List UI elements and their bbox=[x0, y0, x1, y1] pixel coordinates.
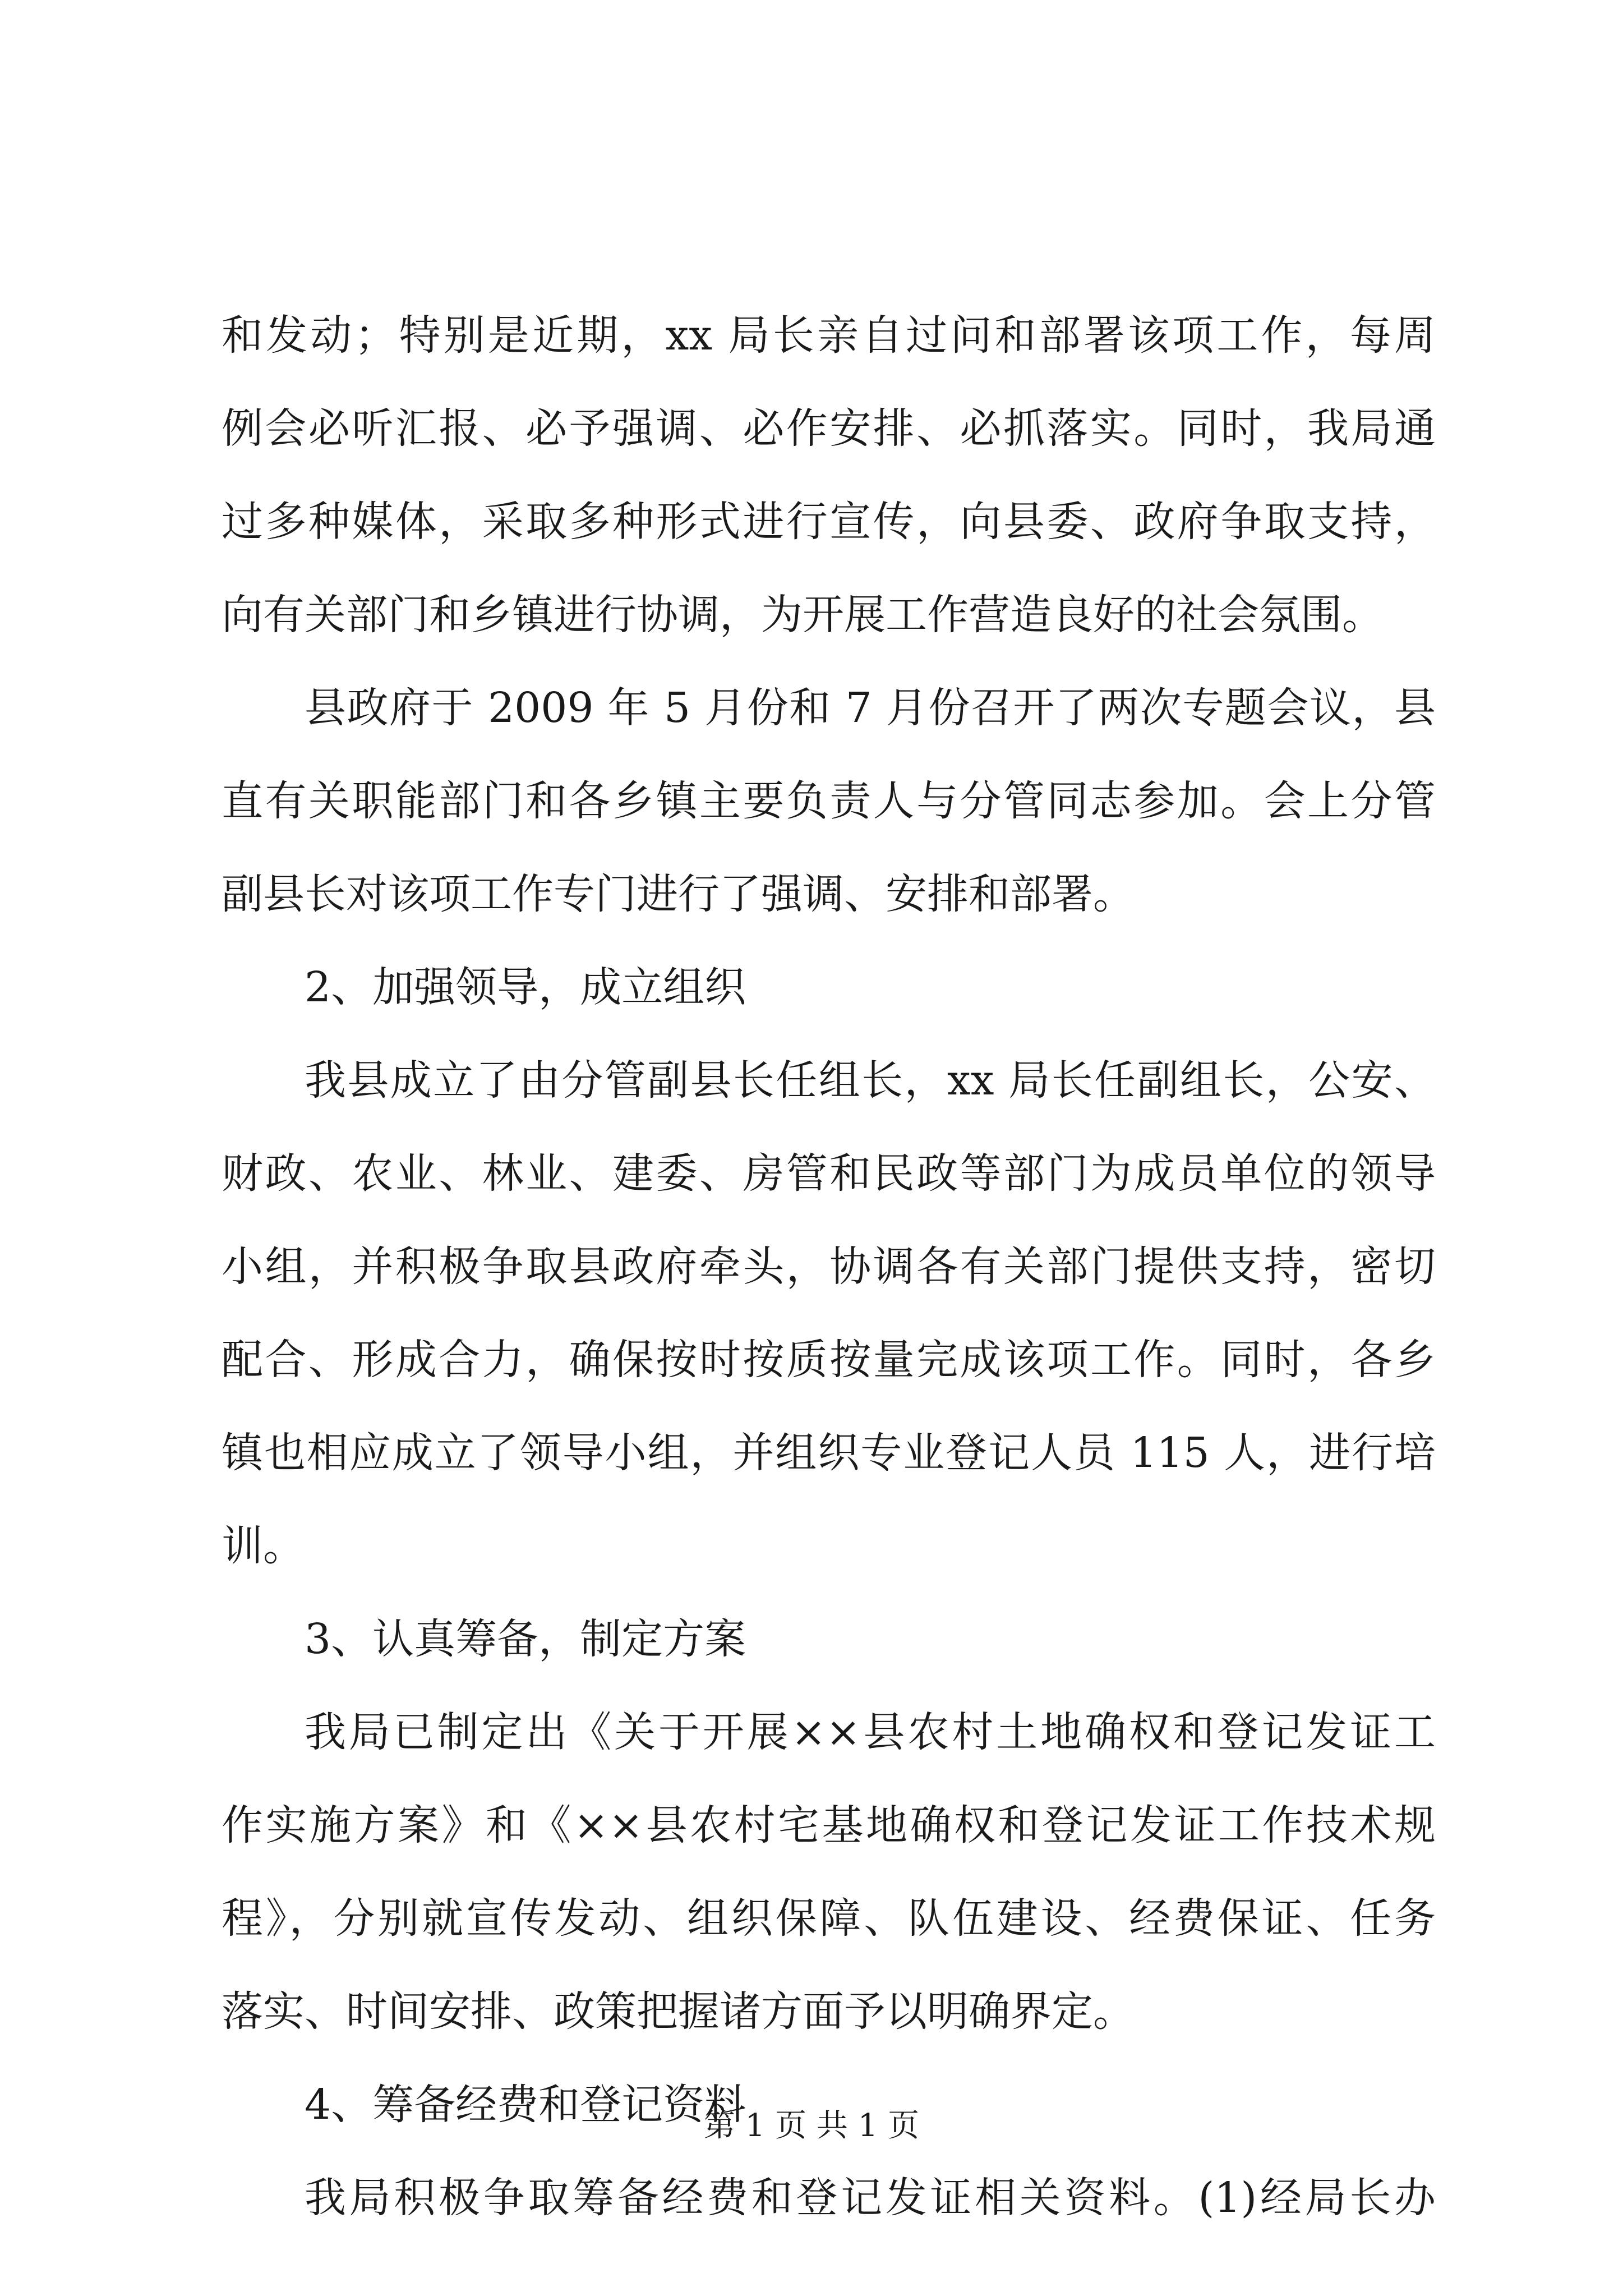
text-line: 例会必听汇报、必予强调、必作安排、必抓落实。同时，我局通 bbox=[222, 404, 1436, 453]
text-line: 训。 bbox=[222, 1522, 305, 1570]
text-line: 我县成立了由分管副县长任组长，xx 局长任副组长，公安、 bbox=[305, 1056, 1436, 1105]
text-line: 和发动；特别是近期，xx 局长亲自过问和部署该项工作，每周 bbox=[222, 311, 1436, 360]
text-line: 我局积极争取筹备经费和登记发证相关资料。(1)经局长办 bbox=[305, 2174, 1436, 2222]
paragraph bbox=[222, 289, 1436, 661]
text-line: 财政、农业、林业、建委、房管和民政等部门为成员单位的领导 bbox=[222, 1149, 1436, 1198]
text-line: 4、筹备经费和登记资料 bbox=[305, 2081, 746, 2129]
text-line: 我局已制定出《关于开展××县农村土地确权和登记发证工 bbox=[305, 1708, 1436, 1756]
text-line: 小组，并积极争取县政府牵头，协调各有关部门提供支持，密切 bbox=[222, 1243, 1436, 1291]
text-line: 向有关部门和乡镇进行协调，为开展工作营造良好的社会氛围。 bbox=[222, 591, 1384, 639]
text-line: 副县长对该项工作专门进行了强调、安排和部署。 bbox=[222, 870, 1135, 918]
paragraph bbox=[222, 941, 1436, 1034]
body-text bbox=[222, 289, 1436, 2244]
text-line: 作实施方案》和《××县农村宅基地确权和登记发证工作技术规 bbox=[222, 1801, 1436, 1849]
text-line: 2、加强领导，成立组织 bbox=[305, 963, 746, 1011]
text-line: 配合、形成合力，确保按时按质按量完成该项工作。同时，各乡 bbox=[222, 1336, 1436, 1384]
paragraph bbox=[222, 1593, 1436, 1686]
text-line: 直有关职能部门和各乡镇主要负责人与分管同志参加。会上分管 bbox=[222, 777, 1436, 825]
page-footer: 第 1 页 共 1 页 bbox=[703, 2108, 920, 2144]
text-line: 3、认真筹备，制定方案 bbox=[305, 1615, 746, 1663]
paragraph bbox=[222, 2151, 1436, 2244]
paragraph bbox=[222, 1034, 1436, 1593]
text-line: 县政府于 2009 年 5 月份和 7 月份召开了两次专题会议，县 bbox=[305, 684, 1436, 732]
paragraph bbox=[222, 661, 1436, 941]
text-line: 程》，分别就宣传发动、组织保障、队伍建设、经费保证、任务 bbox=[222, 1894, 1436, 1943]
text-line: 过多种媒体，采取多种形式进行宣传，向县委、政府争取支持， bbox=[222, 498, 1436, 546]
text-line: 落实、时间安排、政策把握诸方面予以明确界定。 bbox=[222, 1987, 1135, 2036]
text-line: 镇也相应成立了领导小组，并组织专业登记人员 115 人，进行培 bbox=[222, 1429, 1436, 1477]
paragraph bbox=[222, 1686, 1436, 2058]
